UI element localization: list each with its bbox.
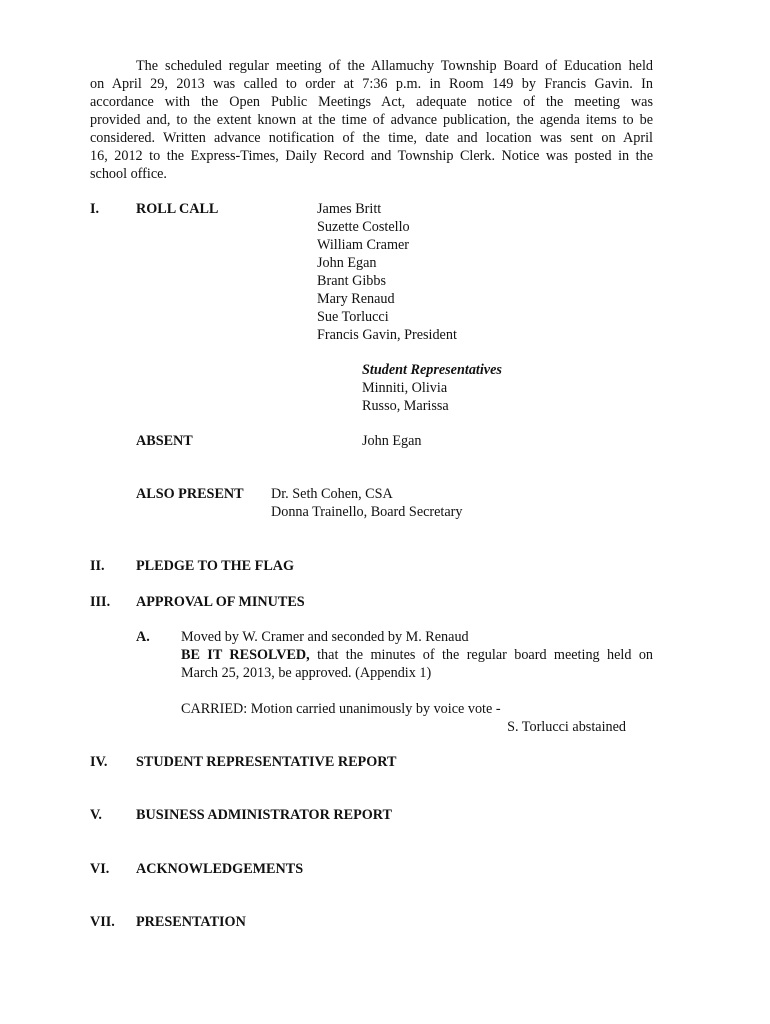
moved-line: Moved by W. Cramer and seconded by M. Renaud xyxy=(181,629,469,645)
absent-name: John Egan xyxy=(362,433,422,449)
member-name: Sue Torlucci xyxy=(317,309,389,325)
section-numeral-6: VI. xyxy=(90,861,110,877)
intro-line: The scheduled regular meeting of the Allamuchy Township Board of Education held xyxy=(136,58,653,74)
abstained-line: S. Torlucci abstained xyxy=(507,719,626,735)
student-name: Minniti, Olivia xyxy=(362,380,448,396)
section-numeral-3: III. xyxy=(90,594,111,610)
also-present-label: ALSO PRESENT xyxy=(136,486,244,502)
section-numeral-7: VII. xyxy=(90,914,115,930)
member-name: Mary Renaud xyxy=(317,291,395,307)
section-numeral-1: I. xyxy=(90,201,100,217)
intro-line: accordance with the Open Public Meetings Act, adequate notice of the meeting was xyxy=(90,94,653,110)
student-report-heading: STUDENT REPRESENTATIVE REPORT xyxy=(136,754,397,770)
also-present-name: Dr. Seth Cohen, CSA xyxy=(271,486,393,502)
section-numeral-5: V. xyxy=(90,807,102,823)
carried-line: CARRIED: Motion carried unanimously by voice vote - xyxy=(181,701,501,717)
member-name: John Egan xyxy=(317,255,377,271)
intro-line: considered. Written advance notification of the time, date and location was sent on April xyxy=(90,130,653,146)
resolution-text xyxy=(181,646,653,682)
student-representatives-heading: Student Representatives xyxy=(362,362,502,378)
resolved-rest: that the minutes of the regular board meeting held on xyxy=(317,647,654,663)
roll-call-members xyxy=(317,200,457,344)
pledge-heading: PLEDGE TO THE FLAG xyxy=(136,558,295,574)
intro-line: school office. xyxy=(90,166,167,182)
resolution-line-2: March 25, 2013, be approved. (Appendix 1) xyxy=(181,665,432,681)
intro-line: on April 29, 2013 was called to order at 7:36 p.m. in Room 149 by Francis Gavin. In xyxy=(90,76,653,92)
item-letter-a: A. xyxy=(136,629,150,645)
intro-line: 16, 2012 to the Express-Times, Daily Record and Township Clerk. Notice was posted in the xyxy=(90,148,653,164)
absent-label: ABSENT xyxy=(136,433,193,449)
section-numeral-2: II. xyxy=(90,558,105,574)
presentation-heading: PRESENTATION xyxy=(136,914,246,930)
member-name: Brant Gibbs xyxy=(317,273,386,289)
student-representatives xyxy=(362,379,449,415)
intro-paragraph xyxy=(90,57,653,183)
acknowledgements-heading: ACKNOWLEDGEMENTS xyxy=(136,861,304,877)
resolved-bold: BE IT RESOLVED, xyxy=(181,647,310,663)
intro-line: provided and, to the extent known at the time of advance publication, the agenda items to be xyxy=(90,112,653,128)
member-name: William Cramer xyxy=(317,237,410,253)
also-present-name: Donna Trainello, Board Secretary xyxy=(271,504,463,520)
section-numeral-4: IV. xyxy=(90,754,108,770)
member-name: Suzette Costello xyxy=(317,219,410,235)
student-name: Russo, Marissa xyxy=(362,398,449,414)
approval-minutes-heading: APPROVAL OF MINUTES xyxy=(136,594,305,610)
roll-call-heading: ROLL CALL xyxy=(136,201,219,217)
member-name: Francis Gavin, President xyxy=(317,327,457,343)
member-name: James Britt xyxy=(317,201,382,217)
business-admin-heading: BUSINESS ADMINISTRATOR REPORT xyxy=(136,807,392,823)
also-present-names xyxy=(271,485,463,521)
resolution-line xyxy=(181,646,653,664)
